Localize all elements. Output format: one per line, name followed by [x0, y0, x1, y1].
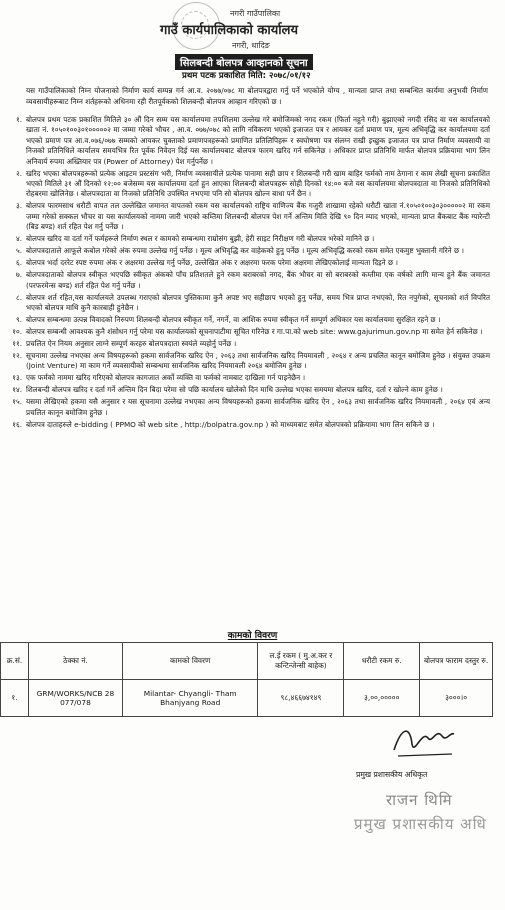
table-cell: GRM/WORKS/NCB 28 077/078 — [28, 680, 122, 717]
conditions-list — [4, 115, 490, 432]
table-header-row — [1, 643, 493, 680]
list-item — [4, 169, 490, 200]
list-item — [4, 258, 490, 268]
intro-paragraph: यस गाउँपालिकाको निम्न योजनाको निर्माण कार्य सम्पन्न गर्न आ.व. २०७७/०७८ मा बोलपत्रद्वारा गर्नु पर्ने भएकोले योग्य , मान्यता प्राप्त तथा सम्बन्धित कार्यमा अनुभवी निर्माण व्यवसायीहरूबाट निम्न शर्तहरूको अधिनमा रही रीतपूर्वकको शिलबन्दी बोलपत्र आव्हान गरिएको छ । — [26, 86, 488, 106]
table-cell: ३०००।० — [420, 680, 493, 717]
item-number: ८. — [15, 292, 22, 302]
list-item — [4, 373, 490, 383]
stamp-role: प्रमुख प्रशासकीय अधि — [354, 815, 487, 833]
table-row — [1, 680, 493, 717]
column-header: धरौटी रकम रु. — [344, 643, 420, 680]
table-cell: ९८,४६६७४१४९ — [258, 680, 344, 717]
stamp-name: राजन थिमि — [386, 791, 453, 809]
table-cell: Milantar- Chyangli- Tham Bhanjyang Road — [122, 680, 258, 717]
column-header: कामको विवरण — [122, 643, 258, 680]
works-table-title: कामको विवरण — [227, 631, 278, 641]
list-item — [4, 420, 490, 430]
item-text: यसमा लेखिएको हकमा यसै अनुसार र यस सूचनामा उल्लेख नभएका अन्य विषयहरूको हकमा सार्वजनिक खरिद ऐन , २०६३ तथा सार्वजनिक खरिद नियमावली , २०६४ एवं अन्य प्रचलित कानून बमोजिम हुनेछ । — [26, 397, 490, 417]
list-item — [4, 397, 490, 418]
item-text: बोलपत्रदाताको बोलपत्र स्वीकृत भएपछि स्वीकृत अंकको पाँच प्रतिशतले हुने रकम बराबरको नगद, बैंक भौचर वा सो बराबरको कम्तीमा एक वर्षको लागि मान्य हुने बैंक जमानत (परफरमेन्स बण्ड) शर्त रहित पेश गर्नु पर्नेछ । — [26, 270, 490, 290]
item-text: बोलपत्र खरिद वा दर्ता गर्ने फर्महरूले निर्माण स्थल र कामको सम्बन्धमा राम्रोसंग बुझी, हेरी साइट निरीक्षण गरी बोलपत्र भरेको मानिने छ । — [26, 234, 375, 244]
item-number: १६. — [12, 419, 22, 429]
item-text: बोलपत्र दाताहरुले e-bidding ( PPMO को web site , http://bolpatra.gov.np ) को माध्यमबाट समेत बोलपत्रको प्रक्रियामा भाग लिन सकिने छ । — [26, 419, 435, 429]
item-number: १०. — [12, 327, 22, 337]
item-text: प्रचलित ऐन नियम अनुसार लाग्ने सम्पूर्ण करहरु बोलपत्रदाता स्वयंले व्यहोर्नु पर्नेछ । — [26, 339, 237, 349]
item-text: शिलबन्दी बोलपत्र खरिद र दर्ता गर्ने अन्तिम दिन बिदा परेमा सो पछि कार्यालय खोलेको दिन माथि उल्लेख भएका समयमा बोलपत्र खरिद, दर्ता र खोल्ने काम हुनेछ । — [26, 385, 443, 395]
item-text: बोलपत्र भर्दा दररेट स्पष्ट रुपमा अंक र अक्षरमा उल्लेख गर्नु पर्नेछ, उल्लेखित अंक र अक्षरमा फरक परेमा अक्षरमा लेखिएकोलाई मान्यता दिइने छ । — [26, 258, 398, 268]
column-header: बोलपत्र फाराम दस्तुर रु. — [420, 643, 493, 680]
item-number: ५. — [15, 246, 22, 256]
list-item — [4, 315, 490, 325]
table-cell: ३,००,००००० — [344, 680, 420, 717]
item-number: १५. — [12, 397, 22, 407]
item-number: ७. — [15, 270, 22, 280]
office-top-line: नगरी गाउँपालिका — [230, 9, 281, 18]
column-header: ल.ई रकम ( मु.अ.कर र कन्टिन्जेन्सी बाहेक) — [258, 643, 344, 680]
list-item — [4, 385, 490, 395]
item-number: ३. — [15, 201, 22, 211]
list-item — [4, 234, 490, 244]
notice-title: सिलबन्दी बोलपत्र आव्हानको सूचना — [175, 54, 313, 70]
item-number: ४. — [15, 234, 22, 244]
column-header: क्र.सं. — [1, 643, 29, 680]
list-item — [4, 115, 490, 167]
list-item — [4, 351, 490, 372]
item-number: १२. — [12, 351, 22, 361]
handwritten-signature-icon — [388, 720, 458, 762]
published-date: प्रथम पटक प्रकाशित मिति: २०७८/०१/१२ — [182, 71, 311, 81]
item-number: १३. — [12, 373, 22, 383]
item-text: बोलपत्र सम्बन्धी आवश्यक कुनै शंसोधन गर्नु परेमा यस कार्यालयको सूचनापाटीमा सूचित गरिनेछ र गा.पा.को web site: www.gajurimun.gov.np मा समेत हेर्न सकिनेछ । — [26, 327, 483, 337]
works-table — [0, 642, 493, 717]
list-item — [4, 246, 490, 256]
item-text: बोलपत्र फारमसाथ धरौटी वापत तल उल्लेखित जमानत वापतको रकम यस कार्यालयको राष्ट्रिय वाणिज्य बैंक गजुरी शाखामा रहेको धरौटी खाता नं.१०५०१००३०३०००००२ मा रकम जम्मा गरेको सक्कल भौचर वा यस कार्यालयको नाममा जारी भएको कम्तिमा शिलबन्दी बोलपत्र पेश गर्ने अन्तिम मिति देखि ९० दिन म्याद भएको, मान्यता प्राप्त बैंकबाट बैंक ग्यारेन्टी (बिड बण्ड) शर्त रहित पेश गर्नु पर्नेछ । — [26, 201, 490, 232]
table-cell: १. — [1, 680, 29, 717]
item-number: १४. — [12, 385, 22, 395]
item-text: बोलपत्र प्रथम पटक प्रकाशित मितिले ३० औं दिन सम्म यस कार्यालयमा तपशिलमा उल्लेख गरे बमोजिमको नगद रकम (फिर्ता नहुने गरी) बुझाएको नगदी रसिद वा यस कार्यालयको खाता नं. १०५०१००३०१०००००२ मा जम्मा गरेको भौचर , आ.व. ०७७/०७८ को लागि नविकरण भएको इजाजत पत्र र आयकर दर्ता प्रमाण पत्र, मूल्य अभिवृद्धि कर कार्यालयमा दर्ता भएको प्रमाण पत्र आ.व.०७६/०७७ सम्मको आयकर चुक्ताको प्रमाणपत्रहरूको प्रमाणित प्रतिलिपिहरू र स्वघोषणा पत्र संलग्न राखी इच्छुक इजाजत पत्र प्राप्त निर्माण व्यवसायी वा निजको प्रतिनिधिले कार्यालय समयभित्र रित पूर्वक निवेदन दिई यस कार्यालयबाट बोलपत्र फारम खरिद गर्न सकिनेछ । अधिकार प्राप्त प्रतिनिधि मार्फत बोलपत्र प्रक्रियामा भाग लिन अनिवार्य रुपमा अख्तियार पत्र (Power of Attorney) पेश गर्नुपर्नेछ । — [26, 115, 490, 166]
item-number: ६. — [15, 258, 22, 268]
office-address: नगरी, धादिङ — [232, 41, 270, 50]
item-text: बोलपत्र सम्बन्धमा उत्पन्न विवादको निरुपण शिलबन्दी बोलपत्र स्वीकृत गर्ने, नगर्ने, वा आंशिक रुपमा स्वीकृत गर्ने सम्पूर्ण अधिकार यस कार्यालयमा सुरक्षित रहने छ । — [26, 315, 441, 325]
item-text: खरिद भएका बोलपत्रहरूको प्रत्येक आइटम प्रस्टसंग भरी, निर्माण व्यवसायीले प्रत्येक पानामा सही छाप र शिलबन्दी गरी खाम बाहिर फर्मको नाम ठेगाना र काम लेखी सूचना प्रकाशित भएको मितिले ३१ औं दिनको १२:०० बजेसम्म यस कार्यालयमा दर्ता हुन आएका शिलबन्दी बोलपत्रहरू सोही दिनको १४:०० बजे यस कार्यालयमा बोलपत्रदाता वा निजको प्रतिनिधिको रोहबरमा खोलिनेछ । बोलपत्रदाता वा निजको प्रतिनिधि उपस्थित नभएमा पनि सो बोलपत्र खोल्न बाधा पर्ने छैन । — [26, 168, 490, 199]
column-header: ठेक्का नं. — [28, 643, 122, 680]
list-item — [4, 270, 490, 291]
list-item — [4, 293, 490, 314]
item-text: सूचनामा उल्लेख नभएका अन्य विषयहरूको हकमा सार्वजनिक खरिद ऐन , २०६३ तथा सार्वजनिक खरिद नियमावली , २०६४ र अन्य प्रचलित कानून बमोजिम हुनेछ । संयुक्त उपक्रम (Joint Venture) मा काम गर्ने व्यवसायीको सम्बन्धमा सार्वजनिक खरिद नियमावली २०६४ बमोजिम हुनेछ । — [26, 351, 490, 371]
list-item — [4, 201, 490, 232]
signatory-role: प्रमुख प्रशासकीय अधिकृत — [356, 770, 428, 779]
item-number: ११. — [12, 339, 22, 349]
item-text: बोलपत्रदाताले आफूले कबोल गरेको अंक रुपमा उल्लेख गर्नु पर्नेछ । मूल्य अभिवृद्धि कर वाहेकको हुनु पर्नेछ । मूल्य अभिवृद्धि करको रकम समेत एकमुष्ट भुक्तानी गरिने छ । — [26, 246, 464, 256]
office-name: गाउँ कार्यपालिकाको कार्यालय — [160, 23, 298, 38]
item-number: ९. — [15, 315, 22, 325]
list-item — [4, 327, 490, 337]
list-item — [4, 339, 490, 349]
item-number: १. — [15, 115, 22, 124]
item-text: बोलपत्र शर्त रहित,यस कार्यालयले उपलब्ध गराएको बोलपत्र पुस्तिकामा कुनै अपष्ट भए सहीछाप भएको हुनु पर्नेछ, समय भित्र प्राप्त नभएको, रित नपुगेको, सूचनाको शर्त विपरित भएको बोलपत्र माथि कुनै कारबाही हुनेछैन । — [26, 292, 490, 313]
item-number: २. — [15, 168, 22, 178]
item-text: एक फर्मको नाममा खरिद गरिएको बोलपत्र कागजात अर्को व्यक्ति वा फर्मको नामबाट दाखिला गर्न पाइनेछैन । — [26, 373, 306, 383]
